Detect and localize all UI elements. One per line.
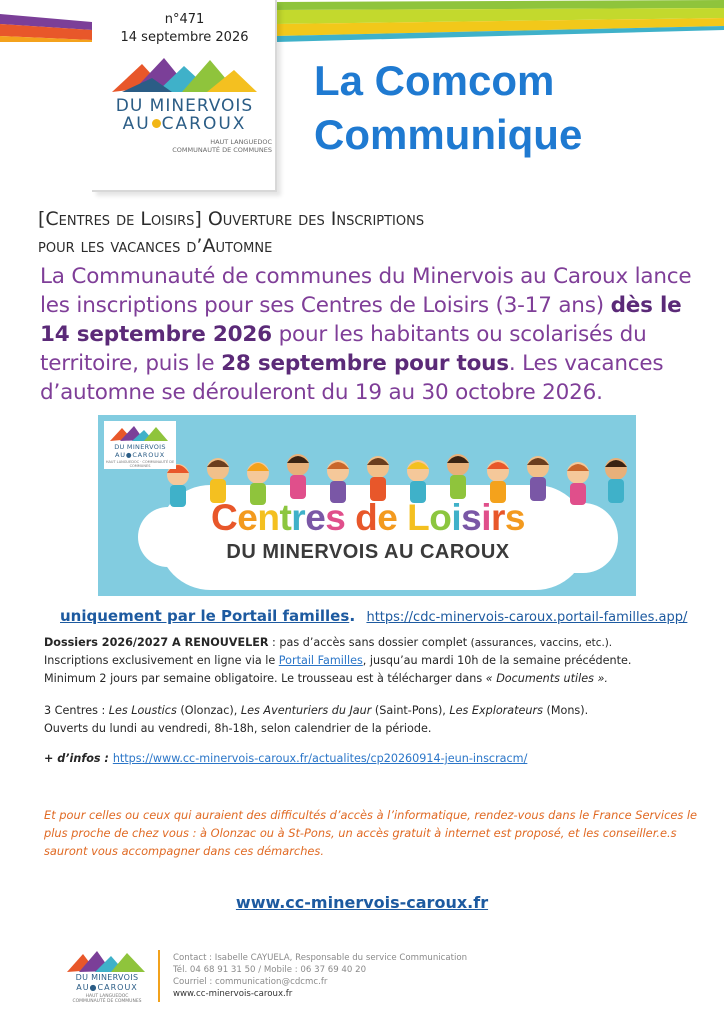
footer-contact: Contact : Isabelle CAYUELA, Responsable du service Communication Tél. 04 68 91 31 50 / Mobile : 06 37 69 40 20 Courriel : communication@cdcmc.fr www.cc-minervois-caroux.fr xyxy=(173,953,468,999)
banner-subtitle: DU MINERVOIS AU CAROUX xyxy=(226,541,510,563)
portail-familles-inline-link[interactable]: Portail Familles xyxy=(278,654,363,667)
logo-subtitle-1: HAUT LANGUEDOC xyxy=(210,138,272,146)
article-heading xyxy=(38,206,688,260)
newsletter-title-line1: La Comcom xyxy=(314,57,555,104)
banner-title-letter: C xyxy=(211,497,238,538)
footer-website-link[interactable]: www.cc-minervois-caroux.fr xyxy=(173,989,293,999)
centres-de-loisirs-banner xyxy=(98,415,636,596)
article-heading-line1: [Centres de Loisirs] Ouverture des Inscriptions xyxy=(38,208,425,230)
logo-text-line1: DU MINERVOIS xyxy=(115,96,254,116)
footer-email-link[interactable]: Courriel : communication@cdcmc.fr xyxy=(173,977,328,987)
footer-separator xyxy=(158,950,160,1002)
banner-title-letter: r xyxy=(490,497,505,538)
mountain-logo-icon xyxy=(112,56,257,94)
more-info-label: + d’infos : xyxy=(44,752,113,765)
banner-title-letter: s xyxy=(504,497,525,538)
banner-title-letter: t xyxy=(279,497,292,538)
article-lead: La Communauté de communes du Minervois au Caroux lance les inscriptions pour ses Centres de Loisirs (3-17 ans) dès le 14 septembre 2026 pour les habitants ou scolarisés du territoire, puis le 28 septembre pour tous. Les vacances d’automne se dérouleront du 19 au 30 octobre 2026. xyxy=(40,264,692,405)
footer-mountain-icon xyxy=(67,950,147,972)
portal-familles-link[interactable]: uniquement par le Portail familles xyxy=(60,607,350,625)
banner-logo: DU MINERVOIS AU●CAROUX HAUT LANGUEDOC · COMMUNAUTÉ DE COMMUNES xyxy=(104,421,176,469)
banner-title-letter xyxy=(397,497,407,538)
newsletter-title-line2: Communique xyxy=(314,111,583,158)
banner-title-letter: s xyxy=(461,497,482,538)
banner-title-letter: e xyxy=(237,497,258,538)
header-logo-box xyxy=(92,0,277,192)
lead-date-all: 28 septembre pour tous xyxy=(221,351,509,376)
banner-mountain-icon xyxy=(110,425,170,441)
centres-list: 3 Centres : Les Loustics (Olonzac), Les Aventuriers du Jaur (Saint-Pons), Les Explorateurs (Mons). Ouverts du lundi au vendredi, 8h-18h, selon calendrier de la période. xyxy=(44,702,694,738)
banner-title-letter: o xyxy=(429,497,452,538)
banner-title-letter: e xyxy=(305,497,326,538)
banner-title-letter: i xyxy=(481,497,491,538)
banner-title-letter: d xyxy=(355,497,378,538)
more-info-link[interactable]: https://www.cc-minervois-caroux.fr/actualites/cp20260914-jeun-inscracm/ xyxy=(112,752,528,765)
registration-details: Dossiers 2026/2027 A RENOUVELER : pas d’accès sans dossier complet (assurances, vaccins, etc.). Inscriptions exclusivement en ligne via le Portail Familles, jusqu’au mardi 10h de la semaine précédente. Minimum 2 jours par semaine obligatoire. Le trousseau est à télécharger dans « Documents utiles ». xyxy=(44,636,632,685)
lead-date-start: dès le 14 septembre 2026 xyxy=(40,293,682,347)
banner-title-letter xyxy=(345,497,355,538)
logo-subtitle-2: COMMUNAUTÉ DE COMMUNES xyxy=(172,146,272,154)
footer-logo: DU MINERVOIS AU●CAROUX HAUT LANGUEDOC COMMUNAUTÉ DE COMMUNES xyxy=(62,948,152,1004)
opening-hours: Ouverts du lundi au vendredi, 8h-18h, selon calendrier de la période. xyxy=(44,722,432,735)
issue-number: n°471 xyxy=(164,12,205,27)
portal-line: uniquement par le Portail familles. https://cdc-minervois-caroux.portail-familles.app/ xyxy=(60,606,688,625)
logo-text-line2: AU CAROUX xyxy=(122,114,247,134)
website-link[interactable]: www.cc-minervois-caroux.fr xyxy=(235,893,489,912)
issue-date: 14 septembre 2026 xyxy=(120,30,249,45)
dossiers-heading: Dossiers 2026/2027 A RENOUVELER xyxy=(44,636,269,649)
documents-utiles-label: « Documents utiles ». xyxy=(485,672,608,685)
portal-url-link[interactable]: https://cdc-minervois-caroux.portail-familles.app/ xyxy=(366,610,688,625)
more-info-line xyxy=(44,750,694,768)
logo-dot-icon xyxy=(152,119,161,128)
banner-title xyxy=(158,497,578,539)
article-heading-line2: pour les vacances d’Automne xyxy=(38,235,273,257)
banner-title-letter: n xyxy=(257,497,280,538)
banner-title-letter: r xyxy=(291,497,306,538)
banner-title-letter: L xyxy=(407,497,430,538)
france-services-note: Et pour celles ou ceux qui auraient des difficultés d’accès à l’informatique, rendez-vous dans le France Services le plus proche de chez vous : à Olonzac ou à St-Pons, un accès gratuit à internet est proposé, et les conseiller.e.s sauront vous accompagner dans ces démarches. xyxy=(44,808,698,858)
banner-title-letter: s xyxy=(325,497,346,538)
banner-title-letter: e xyxy=(377,497,398,538)
banner-title-letter: i xyxy=(451,497,462,538)
